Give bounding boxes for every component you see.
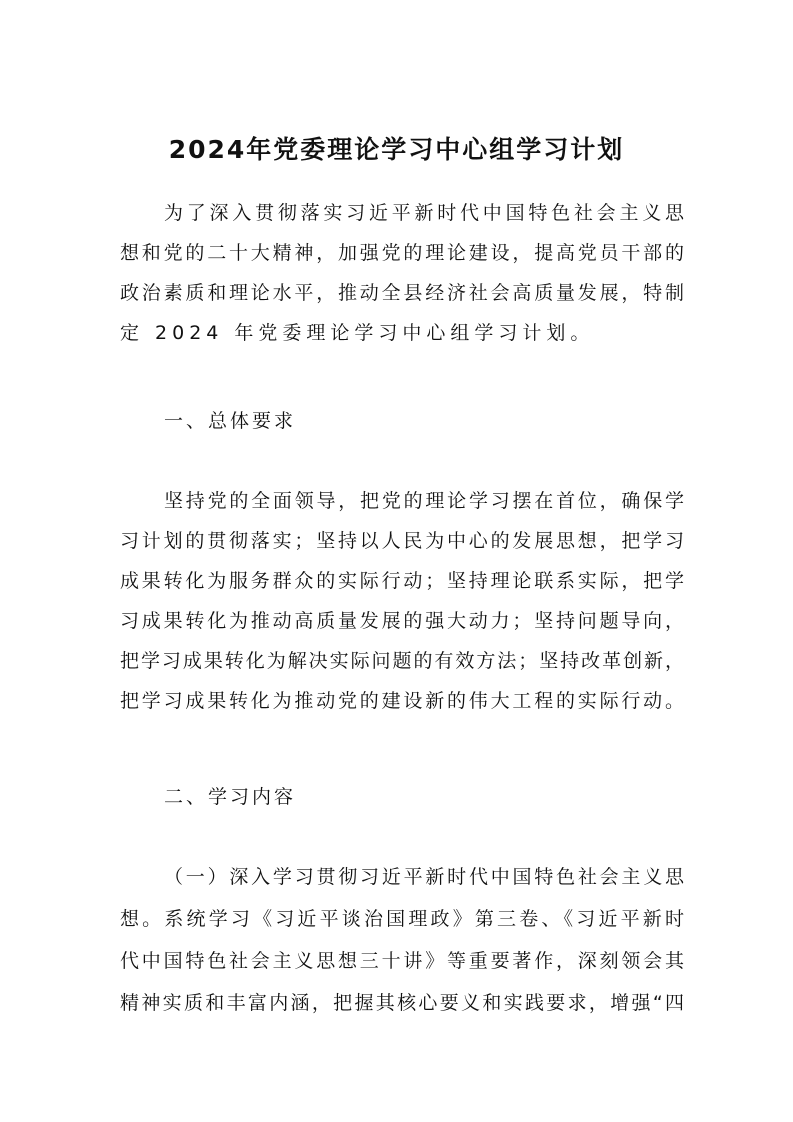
text-line: 政治素质和理论水平，推动全县经济社会高质量发展，特制 <box>120 282 684 304</box>
text-line: 坚持党的全面领导，把党的理论学习摆在首位，确保学 <box>164 490 684 512</box>
text-line: 把学习成果转化为解决实际问题的有效方法；坚持改革创新， <box>120 650 684 672</box>
section1-paragraph <box>120 481 684 721</box>
text-line: 想和党的二十大精神，加强党的理论建设，提高党员干部的 <box>120 242 684 264</box>
text-line: 代中国特色社会主义思想三十讲》等重要著作，深刻领会其 <box>120 950 684 972</box>
text-line: 把学习成果转化为推动党的建设新的伟大工程的实际行动。 <box>120 690 684 712</box>
document-title: 2024年党委理论学习中心组学习计划 <box>168 135 625 164</box>
section-heading-2: 二、学习内容 <box>164 786 297 808</box>
text-line: 定 2024 年党委理论学习中心组学习计划。 <box>120 322 595 344</box>
text-line: 精神实质和丰富内涵，把握其核心要义和实践要求，增强“四 <box>120 992 684 1014</box>
text-line: 为了深入贯彻落实习近平新时代中国特色社会主义思 <box>164 202 684 224</box>
section2-paragraph <box>120 856 684 1024</box>
text-line: 习计划的贯彻落实；坚持以人民为中心的发展思想，把学习 <box>120 530 684 552</box>
section-heading-1: 一、总体要求 <box>164 410 297 432</box>
text-line: 习成果转化为推动高质量发展的强大动力；坚持问题导向， <box>120 610 684 632</box>
text-line: 想。系统学习《习近平谈治国理政》第三卷、《习近平新时 <box>120 908 684 930</box>
text-line: （一）深入学习贯彻习近平新时代中国特色社会主义思 <box>164 866 684 888</box>
intro-paragraph <box>120 193 684 353</box>
text-line: 成果转化为服务群众的实际行动；坚持理论联系实际，把学 <box>120 570 684 592</box>
